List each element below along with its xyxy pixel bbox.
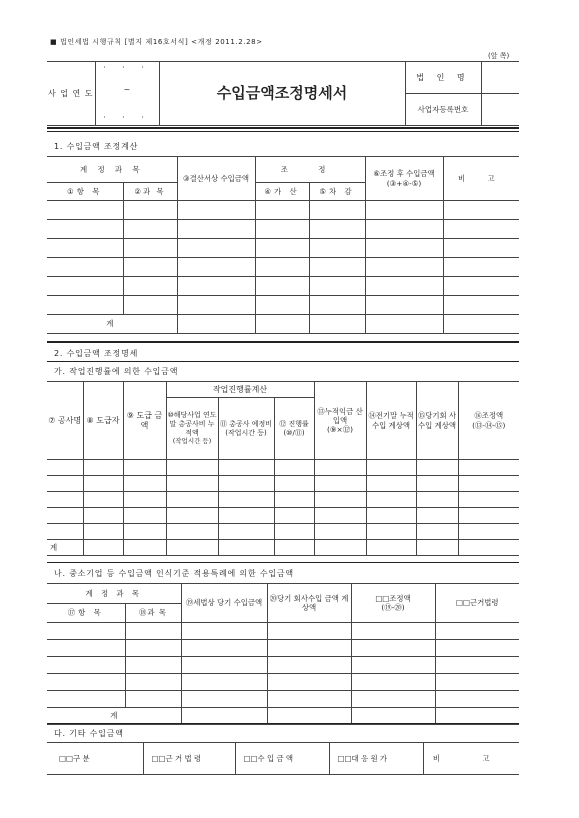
h-remark-c: 비 고 <box>423 743 519 775</box>
table-row[interactable] <box>47 640 125 657</box>
corp-name-label: 법 인 명 <box>405 62 481 94</box>
h-c14: ⑭전기말 누적수입 계상액 <box>366 382 416 460</box>
section1-table <box>47 156 519 334</box>
h-c21: □□조정액 (⑲-⑳) <box>351 584 435 623</box>
h-site-name: ⑦ 공사명 <box>47 382 83 460</box>
section2c-title: 다. 기타 수입금액 <box>54 729 124 738</box>
section-rule <box>47 127 519 129</box>
table-row[interactable] <box>47 239 123 258</box>
h-c13: ⑬누적익금 산입액 (⑨×⑫) <box>314 382 366 460</box>
h-client: ⑧ 도급자 <box>83 382 123 460</box>
h-after-adjust: ⑥조정 후 수입금액 (③+④-⑤) <box>365 157 443 201</box>
section2b-table <box>47 583 519 725</box>
table-row[interactable] <box>47 476 83 492</box>
h-c16: ⑯조정액 (⑬-⑭-⑮) <box>458 382 519 460</box>
section2c-table <box>47 742 519 775</box>
h-progress-calc: 작업진행률계산 <box>166 382 314 398</box>
table-row[interactable] <box>47 296 123 315</box>
s1-total-label: 계 <box>47 315 177 334</box>
h-account: 계 정 과 목 <box>47 157 177 183</box>
section2a-title: 가. 작업진행률에 의한 수입금액 <box>54 367 179 376</box>
section1-title: 1. 수입금액 조정계산 <box>54 142 139 151</box>
h-law: □□근 거 법 령 <box>143 743 235 775</box>
h-c19: ⑲세법상 당기 수입금액 <box>181 584 267 623</box>
table-row[interactable] <box>47 258 123 277</box>
h-cost: □□대 응 원 가 <box>329 743 423 775</box>
table-row[interactable] <box>47 277 123 296</box>
h-book-amount: ③결산서상 수입금액 <box>177 157 255 201</box>
s2b-total-label: 계 <box>47 708 181 725</box>
h-kind: □□구 분 <box>47 743 143 775</box>
period-range: · · · ~ · · · <box>95 62 159 126</box>
table-row[interactable] <box>47 691 125 708</box>
biz-no-label: 사업자등록번호 <box>405 94 481 126</box>
page-side-label: (앞 쪽) <box>488 52 510 60</box>
table-row[interactable] <box>47 524 83 540</box>
header-table <box>47 61 519 126</box>
h-c22: □□근거법령 <box>435 584 519 623</box>
h-c11: ⑪ 총공사 예정비 (작업시간 등) <box>218 398 274 460</box>
section2b-title: 나. 중소기업 등 수입금액 인식기준 적용특례에 의한 수입금액 <box>54 569 294 578</box>
h-sub: ⑤차 감 <box>309 183 365 201</box>
corp-name-value[interactable] <box>481 62 519 94</box>
h-subject-b: ⑱과 목 <box>125 604 181 623</box>
h-subject: ②과 목 <box>123 183 177 201</box>
table-row[interactable] <box>47 460 83 476</box>
h-adjust: 조 정 <box>255 157 365 183</box>
section2a-table <box>47 381 519 556</box>
biz-no-value[interactable] <box>481 94 519 126</box>
table-row[interactable] <box>47 657 125 674</box>
table-row[interactable] <box>47 201 123 220</box>
table-row[interactable] <box>47 492 83 508</box>
h-add: ④가 산 <box>255 183 309 201</box>
h-item: ①항 목 <box>47 183 123 201</box>
h-c20: ⑳당기 회사수입 금액 계상액 <box>267 584 351 623</box>
h-contract: ⑨ 도급 금액 <box>123 382 166 460</box>
h-c12: ⑫ 진행률 (⑩/⑪) <box>274 398 314 460</box>
table-row[interactable] <box>47 674 125 691</box>
s2a-total-label: 계 <box>47 540 83 556</box>
period-label: 사 업 연 도 <box>47 62 95 126</box>
h-account-b: 계 정 과 목 <box>47 584 181 604</box>
section2-title: 2. 수입금액 조정명세 <box>54 349 139 358</box>
document-title: 수입금액조정명세서 <box>159 62 405 126</box>
table-row[interactable] <box>47 508 83 524</box>
table-row[interactable] <box>47 220 123 239</box>
form-reference: ■ 법인세법 시행규칙 [별지 제16호서식] <개정 2011.2.28> <box>50 38 263 46</box>
h-item-b: ⑰항 목 <box>47 604 125 623</box>
h-c15: ⑮당기회 사수입 계상액 <box>416 382 458 460</box>
table-row[interactable] <box>47 623 125 640</box>
h-remark: 비 고 <box>443 157 519 201</box>
h-amount: □□수 입 금 액 <box>235 743 329 775</box>
h-c10: ⑩해당사업 연도말 총공사비 누적액 (작업시간 등) <box>166 398 218 460</box>
